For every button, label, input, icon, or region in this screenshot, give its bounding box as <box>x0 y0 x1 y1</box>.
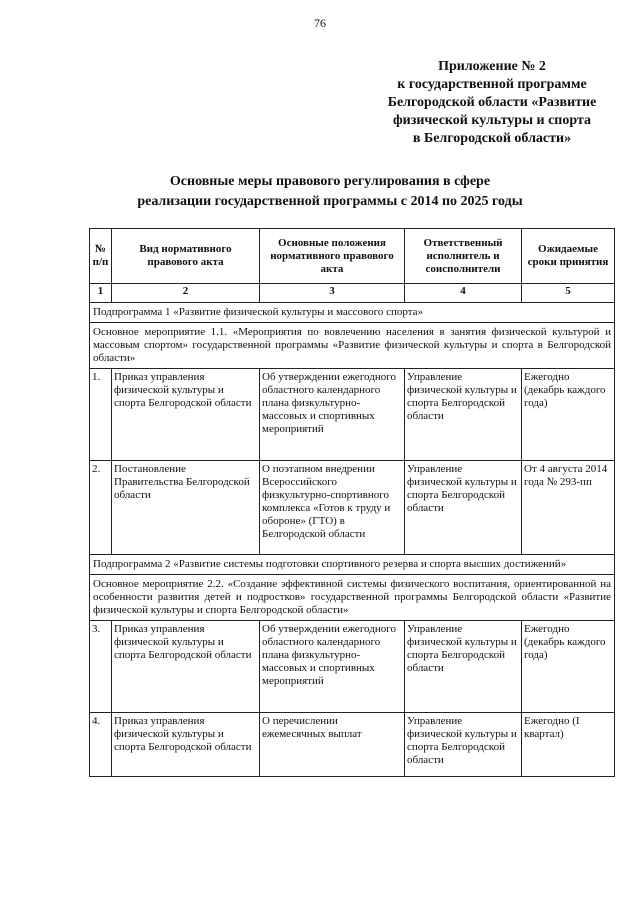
row-number: 1. <box>90 369 112 461</box>
act-type: Приказ управления физической культуры и спорта Белгородской области <box>112 621 260 713</box>
measure-row <box>90 575 615 621</box>
column-number: 2 <box>112 284 260 303</box>
executor: Управление физической культуры и спорта Белгородской области <box>405 621 522 713</box>
header-deadline: Ожидаемые сроки принятия <box>522 229 615 284</box>
executor: Управление физической культуры и спорта Белгородской области <box>405 713 522 777</box>
provisions: О перечислении ежемесячных выплат <box>260 713 405 777</box>
header-executor: Ответственный исполнитель и соисполнители <box>405 229 522 284</box>
deadline: От 4 августа 2014 года № 293-пп <box>522 461 615 555</box>
page-number: 76 <box>314 16 326 30</box>
title-line: Основные меры правового регулирования в сфере <box>169 174 491 189</box>
header-number: № п/п <box>90 229 112 284</box>
appendix-line: Приложение № 2 <box>438 59 546 74</box>
provisions: О поэтапном внедрении Всероссийского физкультурно-спортивного комплекса «Готов к труду и обороне» (ГТО) в Белгородской области <box>260 461 405 555</box>
provisions: Об утверждении ежегодного областного календарного плана физкультурно-массовых и спортивных мероприятий <box>260 369 405 461</box>
act-type: Постановление Правительства Белгородской области <box>112 461 260 555</box>
deadline: Ежегодно (декабрь каждого года) <box>522 369 615 461</box>
deadline: Ежегодно (I квартал) <box>522 713 615 777</box>
measure-2-2: Основное мероприятие 2.2. «Создание эффективной системы физического воспитания, ориентированной на особенности развития детей и подростков» государственной программы Белгородской области «Развитие физической культуры и спорта Белгородской области» <box>90 575 615 621</box>
subprogram-row <box>90 555 615 575</box>
measure-row <box>90 323 615 369</box>
row-number: 4. <box>90 713 112 777</box>
executor: Управление физической культуры и спорта Белгородской области <box>405 461 522 555</box>
subprogram-1: Подпрограмма 1 «Развитие физической культуры и массового спорта» <box>90 303 615 323</box>
appendix-line: Белгородской области «Развитие <box>387 95 597 110</box>
table-row <box>90 621 615 713</box>
deadline: Ежегодно (декабрь каждого года) <box>522 621 615 713</box>
regulation-table <box>89 228 615 777</box>
column-number: 5 <box>522 284 615 303</box>
appendix-line: физической культуры и спорта <box>392 113 592 128</box>
column-number: 3 <box>260 284 405 303</box>
header-provisions: Основные положения нормативного правового акта <box>260 229 405 284</box>
header-act-type: Вид нормативного правового акта <box>112 229 260 284</box>
act-type: Приказ управления физической культуры и спорта Белгородской области <box>112 369 260 461</box>
document-title <box>0 172 640 212</box>
provisions: Об утверждении ежегодного областного календарного плана физкультурно-массовых и спортивных мероприятий <box>260 621 405 713</box>
subprogram-2: Подпрограмма 2 «Развитие системы подготовки спортивного резерва и спорта высших достижений» <box>90 555 615 575</box>
title-line: реализации государственной программы с 2014 по 2025 годы <box>137 194 523 209</box>
table-row <box>90 461 615 555</box>
row-number: 2. <box>90 461 112 555</box>
appendix-heading <box>372 58 612 148</box>
subprogram-row <box>90 303 615 323</box>
appendix-line: в Белгородской области» <box>412 131 572 146</box>
appendix-line: к государственной программе <box>397 77 587 92</box>
column-number: 4 <box>405 284 522 303</box>
table-row <box>90 713 615 777</box>
column-number: 1 <box>90 284 112 303</box>
executor: Управление физической культуры и спорта Белгородской области <box>405 369 522 461</box>
measure-1-1: Основное мероприятие 1.1. «Мероприятия по вовлечению населения в занятия физической культурой и массовым спортом» государственной программы «Развитие физической культуры и спорта в Белгородской области» <box>90 323 615 369</box>
act-type: Приказ управления физической культуры и спорта Белгородской области <box>112 713 260 777</box>
column-number-row <box>90 284 615 303</box>
table-header-row <box>90 229 615 284</box>
table-row <box>90 369 615 461</box>
row-number: 3. <box>90 621 112 713</box>
